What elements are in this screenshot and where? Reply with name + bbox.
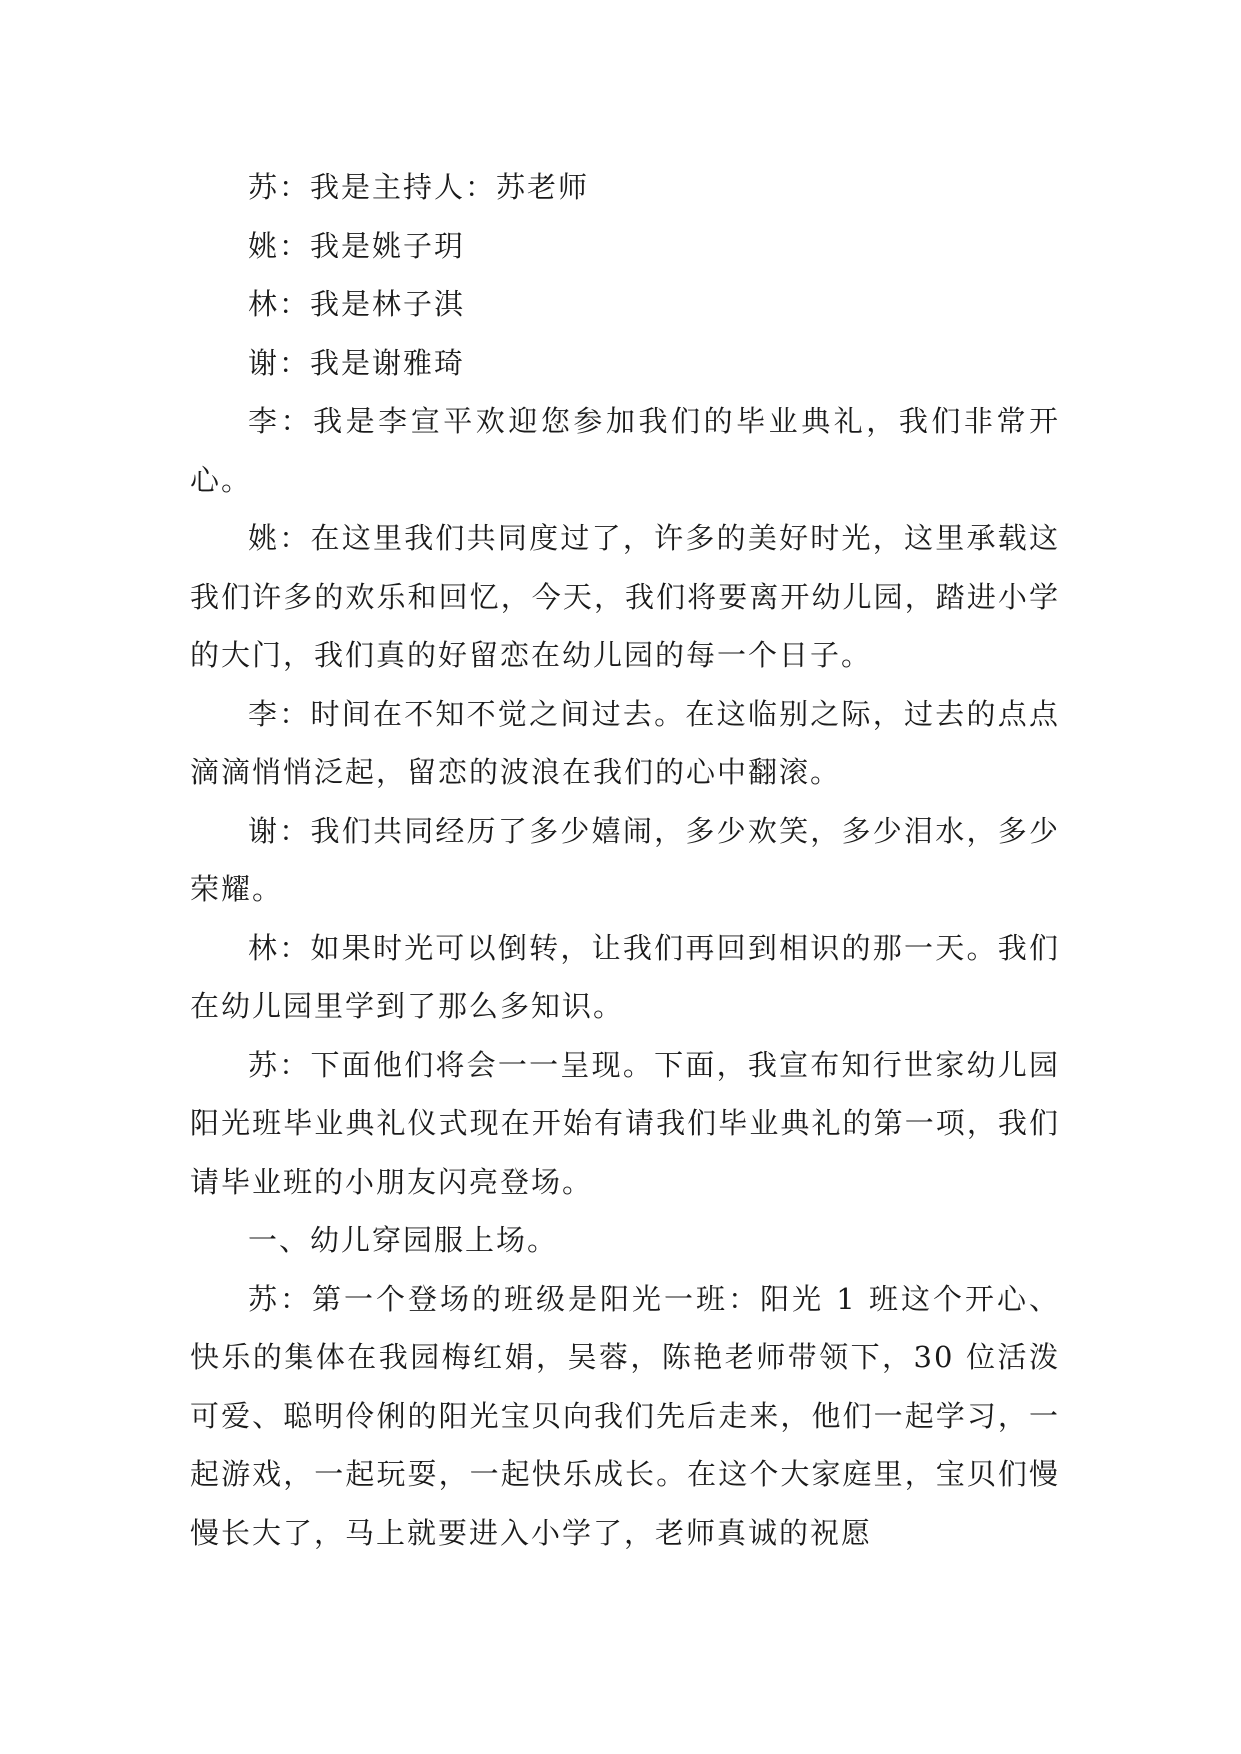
paragraph-xie-intro: 谢：我是谢雅琦 bbox=[248, 345, 466, 380]
paragraph-yao-intro: 姚：我是姚子玥 bbox=[248, 228, 466, 263]
document-body bbox=[190, 158, 1060, 1562]
paragraph-xie-experience: 谢：我们共同经历了多少嬉闹，多少欢笑，多少泪水，多少荣耀。 bbox=[190, 813, 1060, 906]
paragraph-lin-intro: 林：我是林子淇 bbox=[248, 287, 466, 321]
paragraph-li-welcome: 李：我是李宣平欢迎您参加我们的毕业典礼，我们非常开心。 bbox=[190, 404, 1060, 497]
paragraph-yao-memories: 姚：在这里我们共同度过了，许多的美好时光，这里承载这我们许多的欢乐和回忆，今天，我们将要离开幼儿园，踏进小学的大门，我们真的好留恋在幼儿园的每一个日子。 bbox=[190, 521, 1060, 672]
paragraph-su-class-one: 苏：第一个登场的班级是阳光一班：阳光 1 班这个开心、快乐的集体在我园梅红娟，吴蓉，陈艳老师带领下，30 位活泼可爱、聪明伶俐的阳光宝贝向我们先后走来，他们一起学习，一起游戏，一起玩耍，一起快乐成长。在这个大家庭里，宝贝们慢慢长大了，马上就要进入小学了，老师真诚的祝愿 bbox=[190, 1281, 1060, 1550]
paragraph-host-intro: 苏：我是主持人：苏老师 bbox=[248, 170, 590, 204]
paragraph-lin-rewind: 林：如果时光可以倒转，让我们再回到相识的那一天。我们在幼儿园里学到了那么多知识。 bbox=[190, 930, 1060, 1023]
paragraph-li-time: 李：时间在不知不觉之间过去。在这临别之际，过去的点点滴滴悄悄泛起，留恋的波浪在我们的心中翻滚。 bbox=[190, 696, 1060, 789]
paragraph-su-announce: 苏：下面他们将会一一呈现。下面，我宣布知行世家幼儿园阳光班毕业典礼仪式现在开始有请我们毕业典礼的第一项，我们请毕业班的小朋友闪亮登场。 bbox=[190, 1047, 1060, 1199]
paragraph-section-heading: 一、幼儿穿园服上场。 bbox=[248, 1223, 559, 1257]
